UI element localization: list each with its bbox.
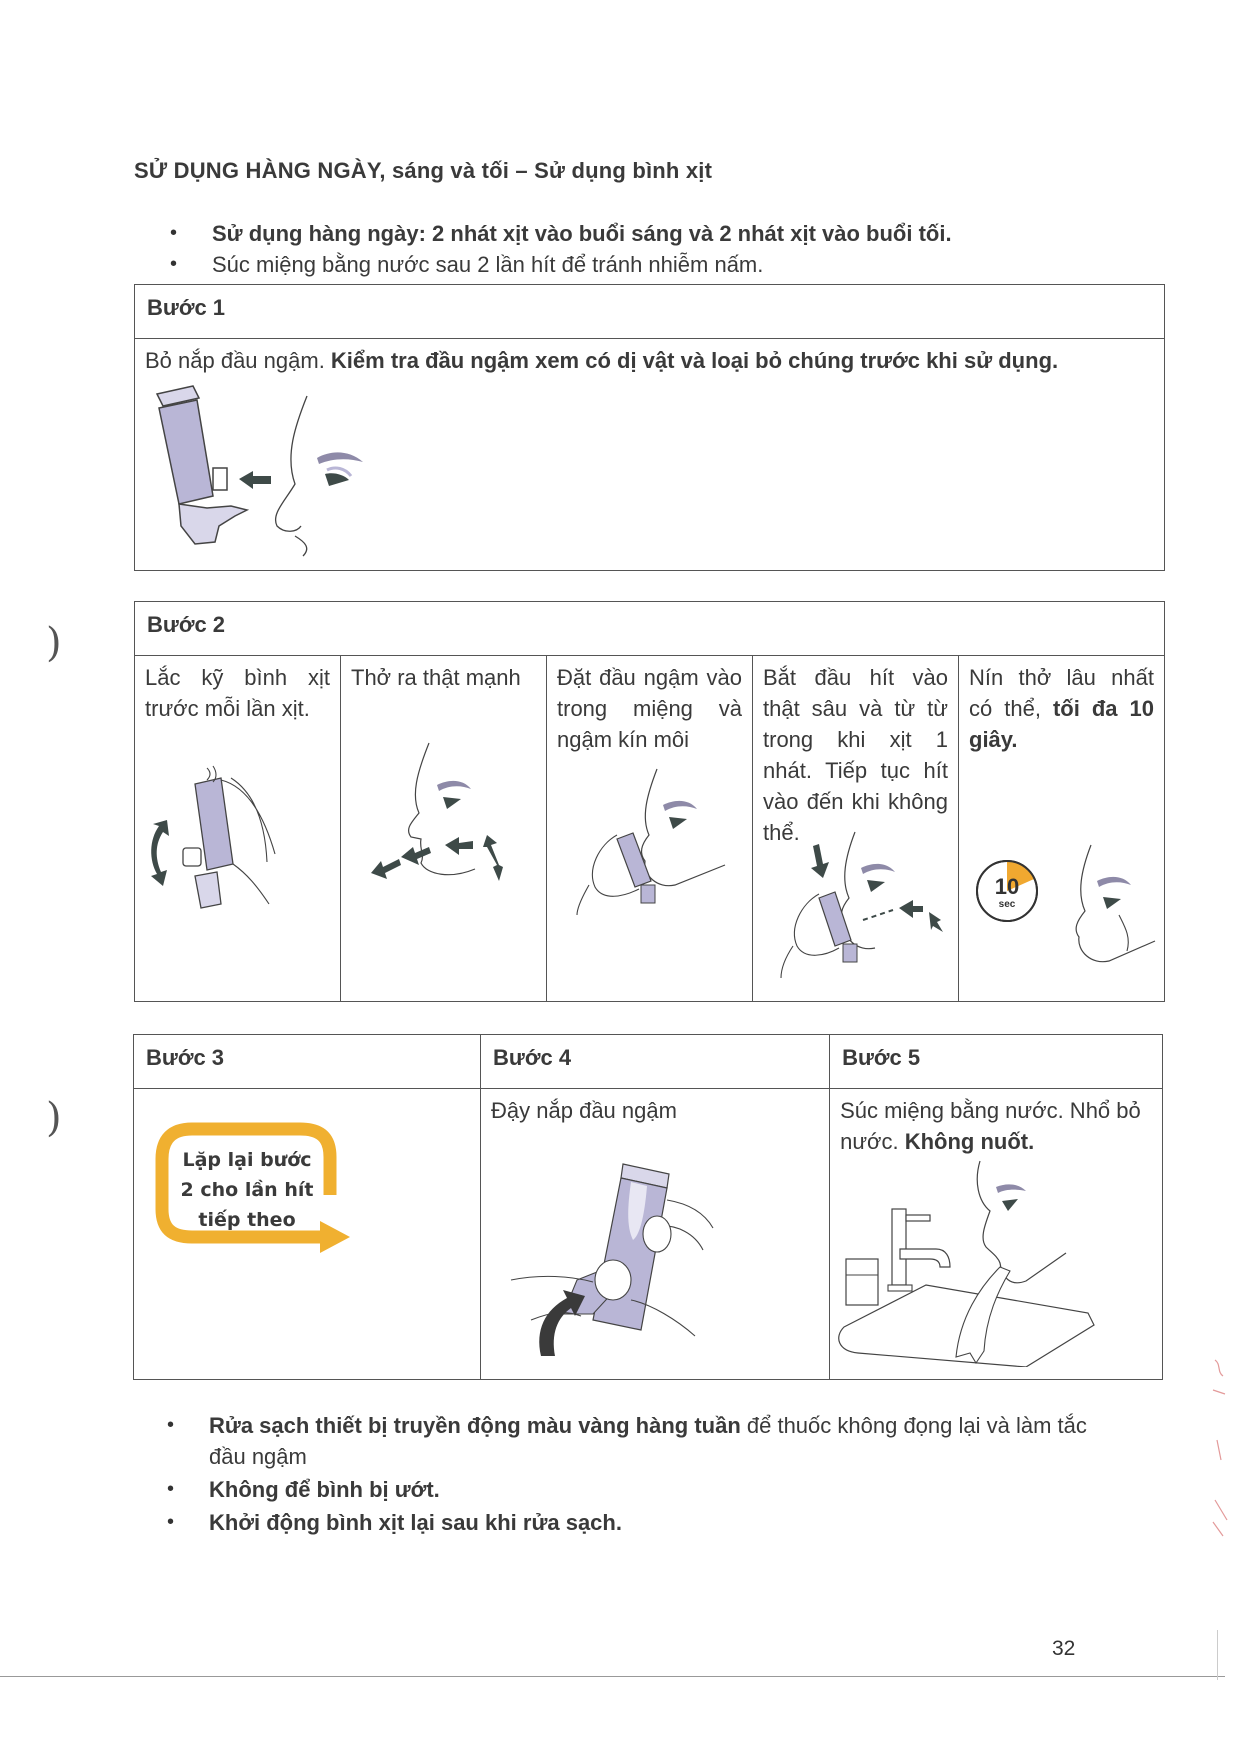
steps-3-5-box (133, 1034, 1163, 1380)
outro-bullet-list (167, 1410, 1087, 1540)
mouthpiece-in-mouth-illustration (547, 765, 746, 915)
badge-line: 2 cho lần hít (180, 1179, 314, 1201)
step3-body (134, 1089, 481, 1380)
right-edge-line (1217, 1630, 1218, 1680)
substep-text-normal: Đặt đầu ngậm vào trong miệng và ngậm kín môi (557, 665, 742, 752)
substep-text (547, 656, 752, 755)
arrow-icon (401, 847, 431, 865)
footer-rule (0, 1676, 1225, 1677)
rotate-arrow-icon (539, 1290, 585, 1356)
arrow-icon (445, 837, 473, 855)
bullet-bold-text: Rửa sạch thiết bị truyền động màu vàng hàng tuần (209, 1413, 741, 1438)
inhale-press-illustration (753, 828, 975, 978)
binder-hole-mark: ) (46, 620, 62, 666)
press-arrow-icon (811, 844, 829, 878)
bullet-bold-text: Không để bình bị ướt. (209, 1477, 440, 1502)
exhale-illustration (341, 733, 532, 883)
arrow-icon (929, 912, 943, 932)
page-number: 32 (1052, 1637, 1076, 1660)
intro-bullet (170, 249, 1170, 280)
step5-text-normal: Súc miệng bằng nước. Nhổ bỏ nước. (840, 1098, 1141, 1154)
substep-text-normal: Lắc kỹ bình xịt trước mỗi lần xịt. (145, 665, 330, 721)
outro-bullet (167, 1507, 1087, 1538)
badge-line: tiếp theo (198, 1209, 296, 1231)
repeat-step-badge (134, 1089, 478, 1379)
step1-text-bold: Kiểm tra đầu ngậm xem có dị vật và loại bỏ chúng trước khi sử dụng. (330, 348, 1059, 373)
step1-box (134, 284, 1165, 571)
outro-bullet (167, 1410, 1087, 1472)
step2-substep-inhale (753, 656, 959, 1002)
rinse-mouth-illustration (830, 1157, 1160, 1367)
step5-body (830, 1089, 1163, 1380)
step5-header: Bước 5 (830, 1035, 1163, 1089)
arrow-icon (239, 471, 271, 489)
repeat-badge-text (172, 1145, 322, 1235)
bullet-text: Súc miệng bằng nước sau 2 lần hít để tránh nhiễm nấm. (212, 252, 764, 277)
step2-box (134, 601, 1165, 1002)
step1-body (135, 339, 1165, 571)
bullet-bold-text: Khởi động bình xịt lại sau khi rửa sạch. (209, 1510, 622, 1535)
substep-text (753, 656, 958, 848)
step1-text-normal: Bỏ nắp đầu ngậm. (145, 348, 331, 373)
step2-substep-shake (135, 656, 341, 1002)
step3-header: Bước 3 (134, 1035, 481, 1089)
arrow-icon (371, 859, 401, 879)
step5-text-bold: Không nuốt. (904, 1129, 1035, 1154)
page-title: SỬ DỤNG HÀNG NGÀY, sáng và tối – Sử dụng bình xịt (134, 158, 713, 183)
shake-inhaler-illustration (135, 764, 326, 914)
step2-substep-hold-breath (959, 656, 1165, 1002)
step2-substep-mouthpiece (547, 656, 753, 1002)
substep-text-normal: Thở ra thật mạnh (351, 665, 521, 690)
intro-bullet (170, 218, 1170, 249)
step2-substep-exhale (341, 656, 547, 1002)
substep-text (341, 656, 546, 693)
substep-text-normal: Nín thở lâu nhất có thể, (969, 665, 1154, 721)
arrow-icon (899, 900, 923, 918)
step4-text: Đậy nắp đầu ngậm (491, 1098, 677, 1123)
substep-text (959, 656, 1164, 755)
badge-line: Lặp lại bước (182, 1149, 312, 1171)
step4-body (481, 1089, 830, 1380)
timer-value: 10 (994, 874, 1020, 899)
intro-bullet-list (170, 218, 1170, 280)
step5-text (830, 1089, 1162, 1157)
face-illustration (959, 841, 1181, 991)
margin-stamp-mark (1205, 1350, 1235, 1540)
step2-header: Bước 2 (135, 602, 1165, 656)
timer-unit: sec (998, 899, 1016, 910)
step1-header: Bước 1 (135, 285, 1165, 339)
shake-arrow-icon (151, 820, 169, 886)
outro-bullet (167, 1474, 1087, 1505)
bullet-bold-text: Sử dụng hàng ngày: 2 nhát xịt vào buổi sáng và 2 nhát xịt vào buổi tối. (212, 221, 952, 246)
substep-text-bold: tối đa 10 giây. (969, 696, 1154, 752)
close-cap-illustration (481, 1130, 827, 1360)
hold-breath-illustration (959, 841, 1164, 991)
step4-header: Bước 4 (481, 1035, 830, 1089)
inhaler-cap-removal-illustration (135, 376, 435, 566)
substep-text-normal: Bắt đầu hít vào thật sâu và từ từ trong khi xịt 1 nhát. Tiếp tục hít vào đến khi không thể. (763, 665, 948, 845)
arrow-icon (483, 835, 503, 881)
substep-text (135, 656, 340, 724)
step1-text (135, 339, 1164, 376)
bullet-text: để thuốc không đọng lại và làm tắc đầu ngậm (209, 1413, 1087, 1469)
binder-hole-mark: ) (46, 1095, 62, 1141)
